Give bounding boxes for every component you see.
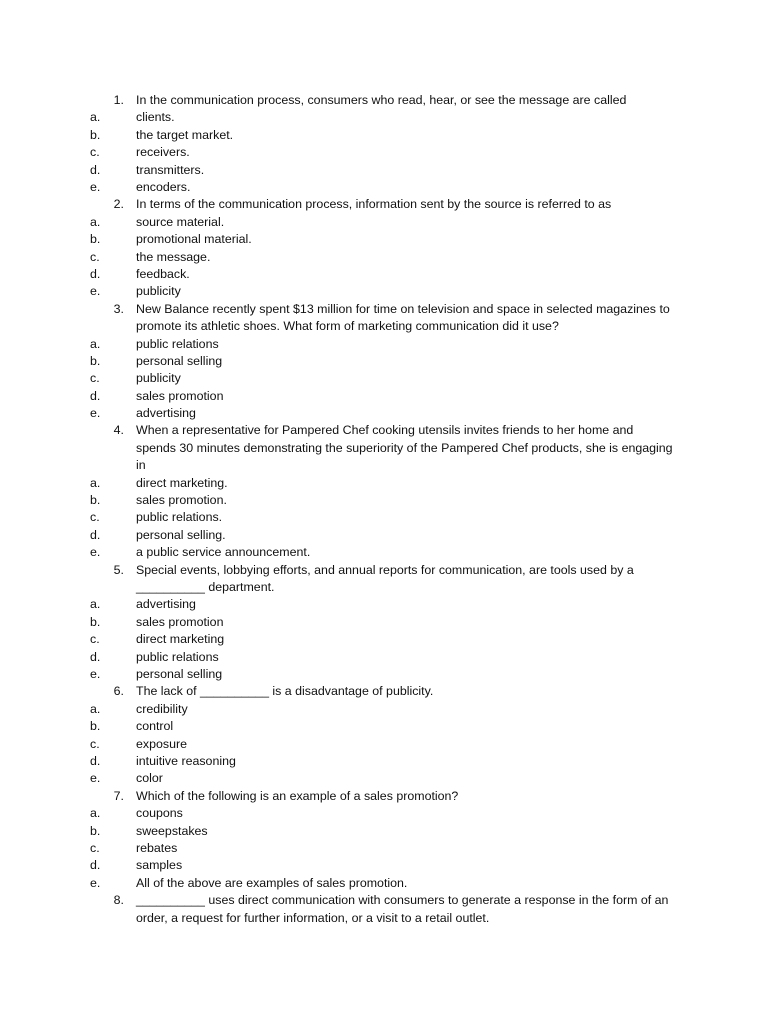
option-text: direct marketing bbox=[136, 632, 225, 647]
option-row bbox=[0, 527, 768, 544]
option-text: publicity bbox=[136, 371, 181, 386]
question-2 bbox=[0, 196, 768, 300]
option-letter: a. bbox=[90, 806, 101, 821]
option-row bbox=[0, 353, 768, 370]
option-letter: d. bbox=[90, 858, 101, 873]
question-1 bbox=[0, 92, 768, 196]
question-7 bbox=[0, 788, 768, 892]
option-text: advertising bbox=[136, 406, 196, 421]
question-number: 3. bbox=[113, 301, 124, 316]
option-letter: d. bbox=[90, 527, 101, 542]
option-text: publicity bbox=[136, 284, 181, 299]
question-6 bbox=[0, 683, 768, 787]
option-row bbox=[0, 614, 768, 631]
question-text: The lack of __________ is a disadvantage of publicity. bbox=[136, 684, 434, 699]
option-row bbox=[0, 336, 768, 353]
question-5 bbox=[0, 562, 768, 684]
option-text: public relations bbox=[136, 649, 219, 664]
question-stem bbox=[0, 683, 768, 700]
option-row bbox=[0, 823, 768, 840]
option-text: the target market. bbox=[136, 127, 234, 142]
question-stem bbox=[0, 196, 768, 213]
question-number: 4. bbox=[113, 423, 124, 438]
question-number: 5. bbox=[113, 562, 124, 577]
option-letter: a. bbox=[90, 336, 101, 351]
option-row bbox=[0, 875, 768, 892]
option-row bbox=[0, 770, 768, 787]
option-letter: b. bbox=[90, 719, 101, 734]
option-row bbox=[0, 249, 768, 266]
option-letter: b. bbox=[90, 823, 101, 838]
option-letter: b. bbox=[90, 493, 101, 508]
option-text: intuitive reasoning bbox=[136, 754, 236, 768]
option-letter: b. bbox=[90, 353, 101, 368]
option-row bbox=[0, 649, 768, 666]
option-text: encoders. bbox=[136, 179, 191, 194]
option-row bbox=[0, 370, 768, 387]
question-stem bbox=[0, 562, 768, 597]
option-letter: e. bbox=[90, 545, 101, 560]
option-row bbox=[0, 283, 768, 300]
option-text: color bbox=[136, 771, 163, 786]
option-text: personal selling. bbox=[136, 527, 226, 542]
option-text: a public service announcement. bbox=[136, 545, 311, 560]
option-letter: a. bbox=[90, 475, 101, 490]
option-row bbox=[0, 753, 768, 770]
option-text: direct marketing. bbox=[136, 475, 228, 490]
option-letter: c. bbox=[90, 371, 100, 386]
option-row bbox=[0, 701, 768, 718]
option-text: promotional material. bbox=[136, 232, 252, 247]
option-letter: e. bbox=[90, 179, 101, 194]
option-text: transmitters. bbox=[136, 162, 205, 177]
option-text: sales promotion bbox=[136, 388, 224, 403]
option-letter: a. bbox=[90, 214, 101, 229]
question-number: 8. bbox=[113, 893, 124, 908]
option-text: credibility bbox=[136, 701, 188, 716]
option-row bbox=[0, 666, 768, 683]
option-text: All of the above are examples of sales promotion. bbox=[136, 875, 408, 890]
option-text: public relations bbox=[136, 336, 219, 351]
question-number: 6. bbox=[113, 684, 124, 699]
option-row bbox=[0, 840, 768, 857]
question-text: Which of the following is an example of a sales promotion? bbox=[136, 788, 459, 803]
option-letter: d. bbox=[90, 754, 101, 768]
question-text: Special events, lobbying efforts, and annual reports for communication, are tools used by a __________ department. bbox=[136, 562, 634, 595]
option-row bbox=[0, 231, 768, 248]
question-text: When a representative for Pampered Chef cooking utensils invites friends to her home and spends 30 minutes demonstrating the superiority of the Pampered Chef products, she is engaging in bbox=[136, 423, 673, 473]
question-number: 1. bbox=[113, 93, 124, 107]
option-row bbox=[0, 492, 768, 509]
option-letter: c. bbox=[90, 249, 100, 264]
option-row bbox=[0, 214, 768, 231]
option-text: receivers. bbox=[136, 145, 190, 160]
option-letter: d. bbox=[90, 388, 101, 403]
question-4 bbox=[0, 422, 768, 561]
option-row bbox=[0, 162, 768, 179]
option-letter: b. bbox=[90, 232, 101, 247]
option-letter: d. bbox=[90, 649, 101, 664]
document-page bbox=[0, 92, 768, 927]
option-row bbox=[0, 179, 768, 196]
option-row bbox=[0, 266, 768, 283]
option-text: source material. bbox=[136, 214, 225, 229]
question-number: 7. bbox=[113, 788, 124, 803]
option-letter: d. bbox=[90, 162, 101, 177]
option-letter: c. bbox=[90, 632, 100, 647]
question-stem bbox=[0, 788, 768, 805]
option-letter: e. bbox=[90, 284, 101, 299]
option-row bbox=[0, 736, 768, 753]
option-text: clients. bbox=[136, 110, 175, 125]
question-stem bbox=[0, 301, 768, 336]
option-letter: a. bbox=[90, 597, 101, 612]
option-letter: e. bbox=[90, 875, 101, 890]
question-3 bbox=[0, 301, 768, 423]
option-row bbox=[0, 388, 768, 405]
option-letter: e. bbox=[90, 771, 101, 786]
option-letter: c. bbox=[90, 840, 100, 855]
question-stem bbox=[0, 92, 768, 109]
option-text: personal selling bbox=[136, 667, 223, 682]
option-row bbox=[0, 475, 768, 492]
option-letter: c. bbox=[90, 510, 100, 525]
question-text: In the communication process, consumers who read, hear, or see the message are called bbox=[136, 93, 627, 107]
option-row bbox=[0, 718, 768, 735]
option-row bbox=[0, 544, 768, 561]
option-text: rebates bbox=[136, 840, 178, 855]
option-letter: a. bbox=[90, 701, 101, 716]
question-stem bbox=[0, 892, 768, 927]
option-row bbox=[0, 805, 768, 822]
option-row bbox=[0, 596, 768, 613]
option-letter: e. bbox=[90, 667, 101, 682]
option-row bbox=[0, 631, 768, 648]
question-text: In terms of the communication process, information sent by the source is referred to as bbox=[136, 197, 612, 212]
option-text: personal selling bbox=[136, 353, 223, 368]
option-row bbox=[0, 509, 768, 526]
option-letter: e. bbox=[90, 406, 101, 421]
option-letter: b. bbox=[90, 614, 101, 629]
question-text: __________ uses direct communication with consumers to generate a response in the form of an order, a request for further information, or a visit to a retail outlet. bbox=[136, 893, 669, 925]
option-letter: c. bbox=[90, 736, 100, 751]
question-text: New Balance recently spent $13 million for time on television and space in selected magazines to promote its athletic shoes. What form of marketing communication did it use? bbox=[136, 301, 670, 334]
option-text: exposure bbox=[136, 736, 187, 751]
option-letter: b. bbox=[90, 127, 101, 142]
option-row bbox=[0, 127, 768, 144]
option-letter: c. bbox=[90, 145, 100, 160]
option-text: feedback. bbox=[136, 266, 190, 281]
option-text: control bbox=[136, 719, 174, 734]
option-text: advertising bbox=[136, 597, 196, 612]
option-text: samples bbox=[136, 858, 183, 873]
option-text: coupons bbox=[136, 806, 183, 821]
option-text: the message. bbox=[136, 249, 211, 264]
question-stem bbox=[0, 422, 768, 474]
option-text: sweepstakes bbox=[136, 823, 208, 838]
option-text: sales promotion bbox=[136, 614, 224, 629]
option-letter: a. bbox=[90, 110, 101, 125]
option-row bbox=[0, 144, 768, 161]
option-text: public relations. bbox=[136, 510, 223, 525]
option-letter: d. bbox=[90, 266, 101, 281]
question-8 bbox=[0, 892, 768, 927]
option-row bbox=[0, 405, 768, 422]
option-row bbox=[0, 109, 768, 126]
option-row bbox=[0, 857, 768, 874]
option-text: sales promotion. bbox=[136, 493, 227, 508]
question-number: 2. bbox=[113, 197, 124, 212]
